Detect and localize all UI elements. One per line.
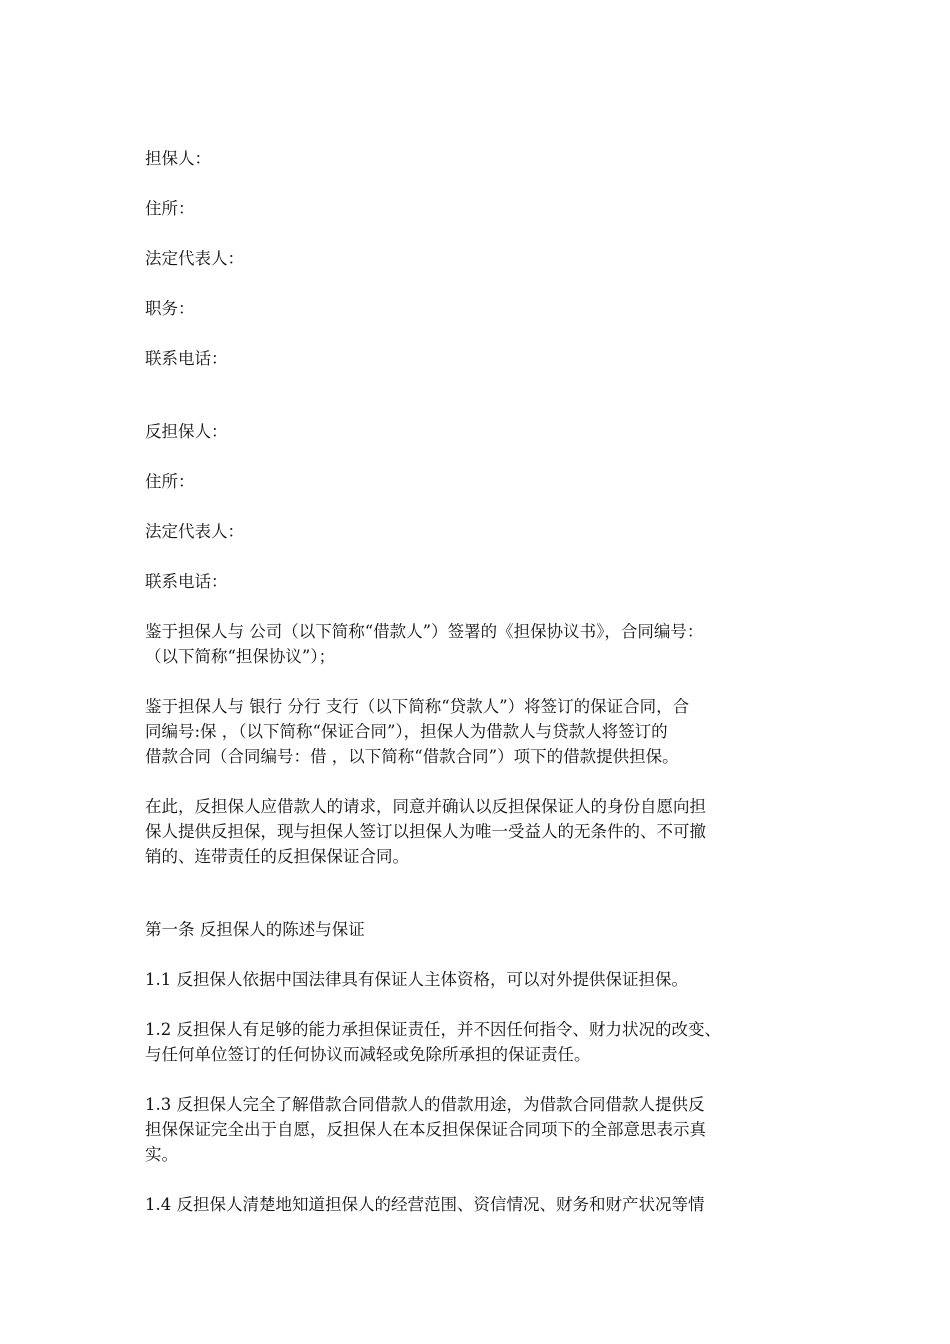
section-gap	[145, 396, 809, 419]
section-gap	[145, 894, 809, 917]
article-heading: 第一条 反担保人的陈述与保证	[145, 920, 365, 939]
counter-guarantor-legal-rep-label: 法定代表人：	[145, 522, 244, 541]
guarantor-legal-rep-label: 法定代表人：	[145, 249, 244, 268]
recital-line: 在此，反担保人应借款人的请求，同意并确认以反担保保证人的身份自愿向担	[145, 797, 706, 816]
clause-line: 1.1 反担保人依据中国法律具有保证人主体资格，可以对外提供保证担保。	[145, 970, 688, 989]
clause-1-1	[145, 967, 809, 992]
article-1	[145, 917, 809, 1217]
recitals	[145, 619, 809, 869]
counter-guarantor-label: 反担保人：	[145, 422, 228, 441]
clause-line: 与任何单位签订的任何协议而减轻或免除所承担的保证责任。	[145, 1045, 591, 1064]
contract-body	[145, 146, 809, 1242]
recital-line: 借款合同（合同编号：借 ，以下简称“借款合同”）项下的借款提供担保。	[145, 747, 679, 766]
recital-line: 保人提供反担保，现与担保人签订以担保人为唯一受益人的无条件的、不可撤	[145, 822, 706, 841]
recital-paragraph	[145, 694, 809, 769]
recital-line: 同编号:保 ，（以下简称“保证合同”），担保人为借款人与贷款人将签订的	[145, 722, 668, 741]
recital-line: 销的、连带责任的反担保保证合同。	[145, 847, 409, 866]
clause-1-2	[145, 1017, 809, 1067]
clause-1-4	[145, 1192, 809, 1217]
guarantor-position-label: 职务：	[145, 299, 195, 318]
guarantor-label: 担保人：	[145, 149, 211, 168]
recital-paragraph	[145, 794, 809, 869]
guarantor-address-label: 住所：	[145, 199, 195, 218]
clause-line: 1.3 反担保人完全了解借款合同借款人的借款用途，为借款合同借款人提供反	[145, 1095, 705, 1114]
clause-line: 1.2 反担保人有足够的能力承担保证责任，并不因任何指令、财力状况的改变、	[145, 1020, 721, 1039]
clause-1-3	[145, 1092, 809, 1167]
guarantor-phone-label: 联系电话：	[145, 349, 228, 368]
counter-guarantor-phone-label: 联系电话：	[145, 572, 228, 591]
counter-guarantor-block	[145, 419, 809, 594]
recital-paragraph	[145, 619, 809, 669]
recital-line: 鉴于担保人与 公司（以下简称“借款人”）签署的《担保协议书》，合同编号：	[145, 622, 704, 641]
recital-line: （以下简称“担保协议”）；	[145, 647, 336, 666]
clause-line: 实。	[145, 1145, 178, 1164]
guarantor-block	[145, 146, 809, 371]
recital-line: 鉴于担保人与 银行 分行 支行（以下简称“贷款人”）将签订的保证合同，合	[145, 697, 690, 716]
counter-guarantor-address-label: 住所：	[145, 472, 195, 491]
clause-line: 担保保证完全出于自愿，反担保人在本反担保保证合同项下的全部意思表示真	[145, 1120, 706, 1139]
clause-line: 1.4 反担保人清楚地知道担保人的经营范围、资信情况、财务和财产状况等情	[145, 1195, 705, 1214]
